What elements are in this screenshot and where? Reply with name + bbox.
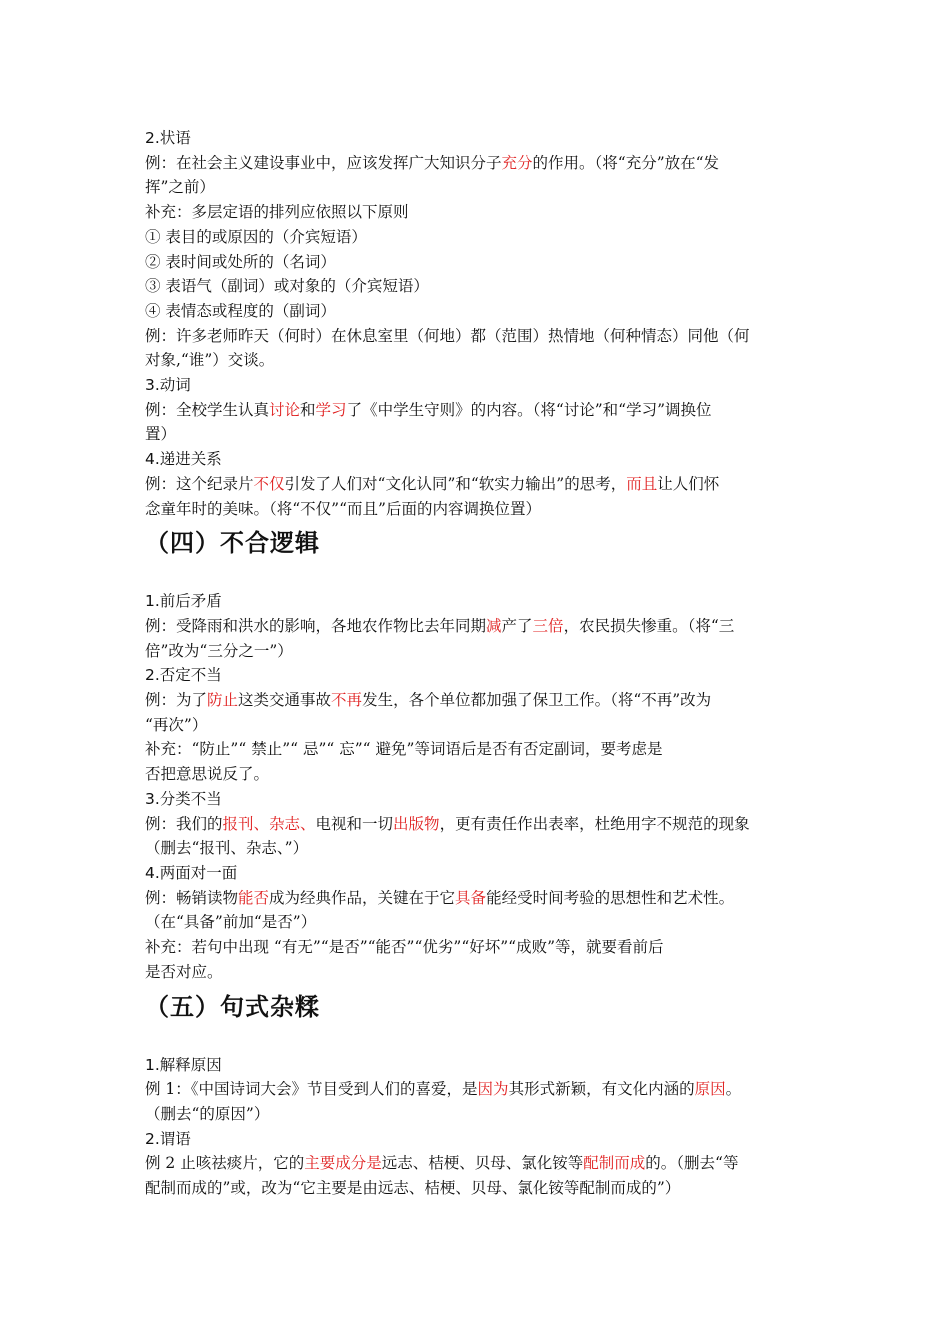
paragraph: 例：在社会主义建设事业中，应该发挥广大知识分子充分的作用。（将“充分”放在“发 <box>145 153 720 172</box>
section-title-negation: 2.否定不当 <box>145 666 222 685</box>
paragraph: “再次”） <box>145 715 208 734</box>
highlight: 因为 <box>477 1080 509 1099</box>
section-title-predicate: 2.谓语 <box>145 1129 191 1148</box>
paragraph: （删去“报刊、杂志、”） <box>145 839 309 858</box>
section-title-reason: 1.解释原因 <box>145 1055 222 1074</box>
paragraph: 例：这个纪录片不仅引发了人们对“文化认同”和“软实力输出”的思考，而且让人们怀 <box>145 474 720 493</box>
paragraph: 补充：多层定语的排列应依照以下原则 <box>145 203 409 222</box>
paragraph: （删去“的原因”） <box>145 1104 270 1123</box>
paragraph: 配制而成的”或，改为“它主要是由远志、桔梗、贝母、氯化铵等配制而成的”） <box>145 1179 681 1198</box>
section-title-two-vs-one: 4.两面对一面 <box>145 863 238 882</box>
highlight: 主要成分是 <box>304 1154 382 1173</box>
highlight: 三倍 <box>532 616 564 635</box>
paragraph: 例：我们的报刊、杂志、电视和一切出版物，更有责任作出表率，杜绝用字不规范的现象 <box>145 814 750 833</box>
paragraph: （在“具备”前加“是否”） <box>145 913 317 932</box>
paragraph: 对象,“谁”）交谈。 <box>145 351 275 370</box>
paragraph: 例：为了防止这类交通事故不再发生，各个单位都加强了保卫工作。（将“不再”改为 <box>145 691 712 710</box>
section-title-progressive: 4.递进关系 <box>145 450 222 469</box>
paragraph: 例：全校学生认真讨论和学习了《中学生守则》的内容。（将“讨论”和“学习”调换位 <box>145 400 712 419</box>
heading-mixed-syntax: （五）句式杂糅 <box>145 992 320 1021</box>
section-title-classification: 3.分类不当 <box>145 789 222 808</box>
highlight: 不仅 <box>253 474 285 493</box>
highlight: 具备 <box>455 888 487 907</box>
highlight: 充分 <box>501 153 533 172</box>
rule-item: ③ 表语气（副词）或对象的（介宾短语） <box>145 277 429 296</box>
rule-item: ① 表目的或原因的（介宾短语） <box>145 227 367 246</box>
highlight: 减 <box>486 616 502 635</box>
paragraph: 否把意思说反了。 <box>145 765 270 784</box>
highlight: 防止 <box>207 691 239 710</box>
section-title-verb: 3.动词 <box>145 376 191 395</box>
rule-item: ④ 表情态或程度的（副词） <box>145 301 336 320</box>
paragraph: 倍”改为“三分之一”） <box>145 641 293 660</box>
section-title-contradiction: 1.前后矛盾 <box>145 592 222 611</box>
paragraph: 例：许多老师昨天（何时）在休息室里（何地）都（范围）热情地（何种情态）同他（何 <box>145 326 750 345</box>
paragraph: 是否对应。 <box>145 962 223 981</box>
paragraph: 例：畅销读物能否成为经典作品，关键在于它具备能经受时间考验的思想性和艺术性。 <box>145 888 735 907</box>
paragraph: 补充：若句中出现 “有无”“是否”“能否”“优劣”“好坏”“成败”等，就要看前后 <box>145 938 664 957</box>
paragraph: 补充：“防止”“ 禁止”“ 忌”“ 忘”“ 避免”等词语后是否有否定副词，要考虑是 <box>145 740 663 759</box>
document-body <box>145 126 813 1201</box>
paragraph: 例 1：《中国诗词大会》节目受到人们的喜爱，是因为其形式新颖，有文化内涵的原因。 <box>145 1080 742 1099</box>
heading-illogical: （四）不合逻辑 <box>145 529 320 558</box>
highlight: 讨论 <box>269 400 301 419</box>
highlight: 不再 <box>331 691 363 710</box>
highlight: 原因 <box>694 1080 726 1099</box>
paragraph: 置） <box>145 425 177 444</box>
highlight: 配制而成 <box>583 1154 646 1173</box>
paragraph: 念童年时的美味。（将“不仅”“而且”后面的内容调换位置） <box>145 499 541 518</box>
highlight: 学习 <box>315 400 347 419</box>
paragraph: 挥”之前） <box>145 178 215 197</box>
highlight: 能否 <box>238 888 270 907</box>
highlight: 而且 <box>626 474 658 493</box>
paragraph: 例 2 止咳祛痰片，它的主要成分是远志、桔梗、贝母、氯化铵等配制而成的。（删去“等 <box>145 1154 739 1173</box>
paragraph: 例：受降雨和洪水的影响，各地农作物比去年同期减产了三倍，农民损失惨重。（将“三 <box>145 616 735 635</box>
highlight: 出版物 <box>393 814 440 833</box>
rule-item: ② 表时间或处所的（名词） <box>145 252 336 271</box>
section-title-adverbial: 2.状语 <box>145 129 191 147</box>
highlight: 报刊、杂志、 <box>222 814 316 833</box>
